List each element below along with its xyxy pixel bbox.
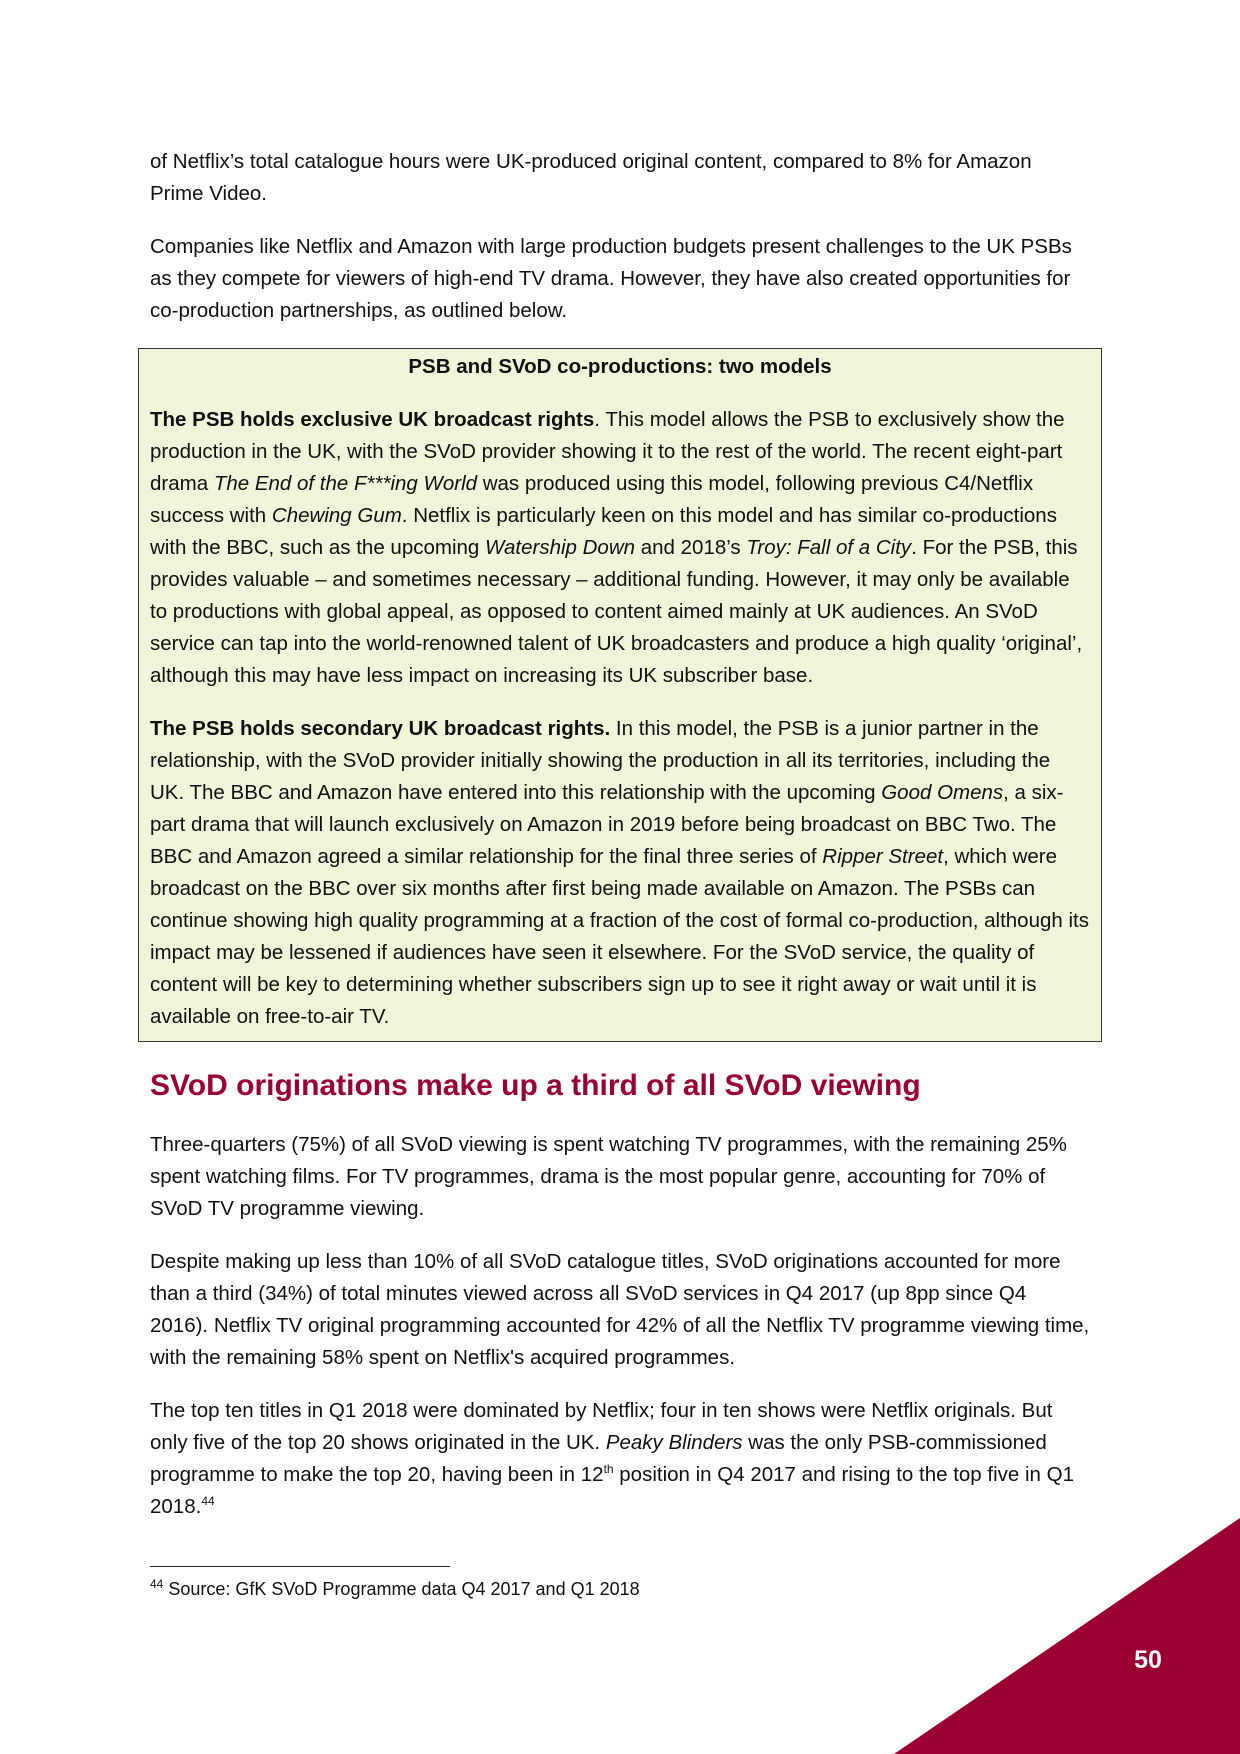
footnote-divider [150, 1566, 450, 1567]
title-end-of-world: The End of the F***ing World [213, 472, 478, 495]
intro-paragraph-1: of Netflix’s total catalogue hours were UK-produced original content, compared to 8% for Amazon Prime Video. [150, 150, 1032, 205]
model-1-heading: The PSB holds exclusive UK broadcast rights [150, 408, 595, 431]
footnote-text: Source: GfK SVoD Programme data Q4 2017 and Q1 2018 [163, 1579, 640, 1599]
p3-text-2: was the only PSB-commissioned programme to make the top 20, having been in 12 [150, 1431, 1047, 1486]
page-content [150, 146, 1090, 1544]
section-paragraph-1: Three-quarters (75%) of all SVoD viewing is spent watching TV programmes, with the remaining 25% spent watching films. For TV programmes, drama is the most popular genre, accounting for 70% of SVoD TV programme viewing. [150, 1133, 1067, 1220]
title-ripper-street: Ripper Street [822, 845, 944, 868]
p3-text-3: position in Q4 2017 and rising to the top five in Q1 2018. [150, 1463, 1074, 1518]
model-1-text-1: . This model allows the PSB to exclusively show the production in the UK, with the SVoD provider showing it to the rest of the world. The recent eight-part drama [150, 408, 1065, 495]
footnote-number: 44 [150, 1577, 164, 1591]
model-1-text-5: . For the PSB, this provides valuable – and sometimes necessary – additional funding. However, it may only be available to productions with global appeal, as opposed to content aimed mainly at UK audiences. An SVoD service can tap into the world-renowned talent of UK broadcasters and produce a high quality ‘original’, although this may have less impact on increasing its UK subscriber base. [150, 536, 1083, 687]
model-1-paragraph [150, 404, 1090, 692]
title-chewing-gum: Chewing Gum [271, 504, 402, 527]
ordinal-suffix: th [603, 1462, 614, 1477]
intro-paragraph-2: Companies like Netflix and Amazon with large production budgets present challenges to the UK PSBs as they compete for viewers of high-end TV drama. However, they have also created opportunities for co-production partnerships, as outlined below. [150, 235, 1072, 322]
section-paragraph-3 [150, 1395, 1090, 1523]
corner-triangle-decoration [894, 1518, 1240, 1754]
footnote [150, 1576, 640, 1602]
model-2-text-1: In this model, the PSB is a junior partner in the relationship, with the SVoD provider initially showing the production in all its territories, including the UK. The BBC and Amazon have entered into this relationship with the upcoming [150, 717, 1051, 804]
model-1-text-3: . Netflix is particularly keen on this model and has similar co-productions with the BBC, such as the upcoming [150, 504, 1057, 559]
model-2-text-2: , a six-part drama that will launch exclusively on Amazon in 2019 before being broadcast on BBC Two. The BBC and Amazon agreed a similar relationship for the final three series of [150, 781, 1064, 868]
title-troy: Troy: Fall of a City [746, 536, 912, 559]
p3-text-1: The top ten titles in Q1 2018 were dominated by Netflix; four in ten shows were Netflix originals. But only five of the top 20 shows originated in the UK. [150, 1399, 1053, 1454]
title-watership-down: Watership Down [485, 536, 636, 559]
coproduction-box [138, 348, 1102, 1042]
page-number: 50 [1134, 1646, 1162, 1674]
model-2-heading: The PSB holds secondary UK broadcast rights. [150, 717, 611, 740]
model-2-paragraph [150, 713, 1090, 1033]
footnote-reference[interactable]: 44 [201, 1494, 215, 1509]
model-1-text-2: was produced using this model, following previous C4/Netflix success with [150, 472, 1034, 527]
model-1-text-4: and 2018’s [635, 536, 747, 559]
title-good-omens: Good Omens [881, 781, 1004, 804]
title-peaky-blinders: Peaky Blinders [605, 1431, 743, 1454]
section-heading: SVoD originations make up a third of all SVoD viewing [150, 1069, 921, 1102]
box-title: PSB and SVoD co-productions: two models [408, 355, 832, 378]
model-2-text-3: , which were broadcast on the BBC over six months after first being made available on Amazon. The PSBs can continue showing high quality programming at a fraction of the cost of formal co-production, although its impact may be lessened if audiences have seen it elsewhere. For the SVoD service, the quality of content will be key to determining whether subscribers sign up to see it right away or wait until it is available on free-to-air TV. [150, 845, 1089, 1028]
section-paragraph-2: Despite making up less than 10% of all SVoD catalogue titles, SVoD originations accounted for more than a third (34%) of total minutes viewed across all SVoD services in Q4 2017 (up 8pp since Q4 2016). Netflix TV original programming accounted for 42% of all the Netflix TV programme viewing time, with the remaining 58% spent on Netflix's acquired programmes. [150, 1250, 1090, 1369]
